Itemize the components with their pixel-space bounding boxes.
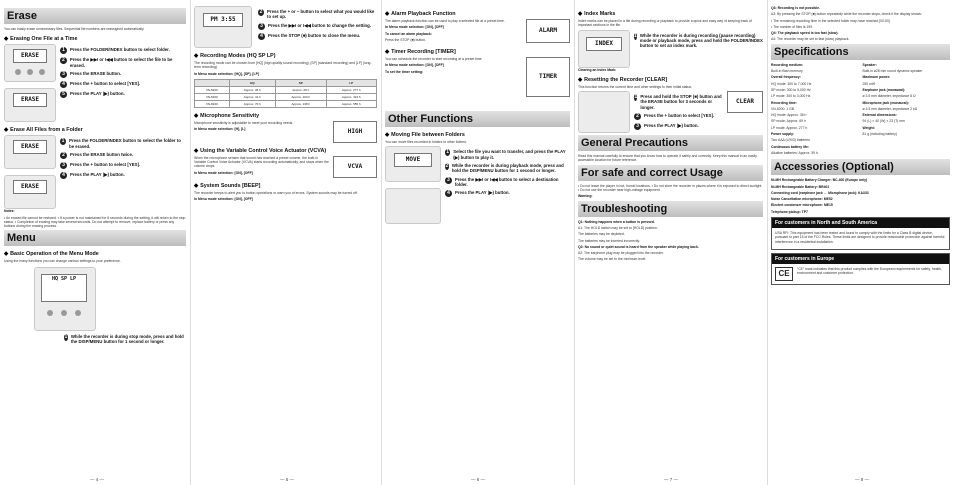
box-title: For customers in North and South America [772, 218, 949, 228]
cancel-text: Press the STOP (■) button. [385, 37, 426, 42]
page-4 [0, 0, 190, 485]
moving-heading: ◆ Moving File between Folders [385, 132, 465, 139]
warning-title: Warning: [578, 194, 593, 199]
clear-index-heading: Clearing an Index Mark: [578, 67, 617, 72]
page-5 [190, 0, 381, 485]
recorder-figure [578, 30, 630, 68]
europe-box [771, 253, 950, 285]
page-number: — 7 — [664, 477, 679, 482]
mic-heading: ◆ Microphone Sensitivity [194, 112, 260, 119]
step-1: 1 Press the FOLDER/INDEX button to select folder. [60, 47, 186, 54]
timer-set: To set the timer setting: [385, 69, 424, 74]
qa-item: A4: The recorder may be set to fast (slow) playback. [771, 37, 850, 42]
alarm-heading: ◆ Alarm Playback Function [385, 11, 456, 17]
rec-modes-heading: ◆ Recording Modes (HQ SP LP) [194, 53, 276, 59]
step-2: 2 Press the + button to select [YES]. [634, 113, 723, 120]
general-precautions-title: General Precautions [578, 135, 763, 151]
beep-menu: In Menu mode selection: [ON], [OFF] [194, 197, 253, 202]
button-icon [39, 69, 45, 75]
lcd-display: CLEAR [727, 91, 763, 113]
lcd-display: INDEX [586, 37, 622, 51]
page-7 [574, 0, 767, 485]
menu-title: Menu [4, 230, 186, 246]
step-list [258, 6, 377, 48]
timer-heading: ◆ Timer Recording [TIMER] [385, 49, 456, 56]
lcd-display: ERASE [13, 140, 47, 154]
qa-item: • The remaining recording time in the selected folder may have reached [00:00]. [771, 18, 891, 23]
page-number: — 4 — [90, 477, 105, 482]
beep-text: The recorder beeps to alert you to button operations or warn you of errors. System sounds may be turned off. [194, 190, 358, 195]
step-1: 1 Press the FOLDER/INDEX button to select the folder to be erased. [61, 138, 181, 149]
north-south-america-box [771, 217, 950, 250]
step-5: 5 Press the PLAY (▶) button. [60, 91, 186, 98]
accessory-item: Connecting cord (earphone jack ↔ Microphone jack): KA333 [771, 190, 869, 195]
recorder-figure [4, 135, 56, 169]
qa-item: Q4: The playback speed is too fast (slow). [771, 31, 839, 36]
reset-heading: ◆ Resetting the Recorder [CLEAR] [578, 76, 668, 83]
figure-column [4, 135, 56, 209]
recording-time-table [194, 79, 377, 108]
recorder-figure [4, 44, 56, 82]
lcd-display: ERASE [13, 93, 47, 107]
safe-usage-title: For safe and correct Usage [578, 165, 763, 181]
page-8 [767, 0, 954, 485]
button-icon [61, 310, 67, 316]
recorder-figure [194, 6, 252, 48]
alarm-intro: The alarm playback function can be used to play a selected file at a preset time. [385, 19, 505, 23]
vcva-heading: ◆ Using the Variable Control Voice Actuator (VCVA) [194, 147, 327, 154]
step-3: 3 Press the PLAY (▶) button. [634, 123, 723, 130]
lcd-display: ERASE [13, 180, 47, 194]
specs-left: Recording medium: Built-in flash memory Overall frequency: HQ mode: 300 to 7,000 Hz SP mode: 300 to 5,000 Hz LP mode: 300 to 3,000 Hz Recording time: VN-5200: 1 GB HQ mode: Approx. 35 h SP mode: Approx. 69 h LP mode: Approx. 277 h Power supply: Two AAA (LR03) batteries Continuous battery life: Alkaline batteries: Approx. 39 h [771, 62, 818, 155]
step-3: 3 Press the ERASE button. [60, 71, 186, 78]
vcva-menu: In Menu mode selection: [ON], [OFF] [194, 170, 253, 175]
rec-modes-intro: The recording mode can be chosen from [HQ] (high quality sound recording), [SP] (standard recording) and [LP] (long-term recording). [194, 61, 372, 70]
accessory-item: Telephone pickup: TP7 [771, 209, 808, 214]
index-heading: ◆ Index Marks [578, 11, 616, 17]
erase-one-heading: ◆ Erasing One File at a Time [4, 36, 78, 43]
box-text: "CE" mark indicates that this product complies with the European requirements for safety, health, environment and customer protection. [797, 266, 943, 276]
trouble-item: Q2: No sound or quiet sound is heard from the speaker while playing back. [578, 244, 699, 249]
step-4: 4 Press the PLAY (▶) button. [445, 190, 570, 197]
step-2: 2 While the recorder is during playback mode, press and hold the DISP/MENU button for 1 second or longer. [445, 163, 564, 174]
ce-mark-icon: CE [775, 267, 793, 281]
accessories-title: Accessories (Optional) [771, 159, 950, 175]
specifications-title: Specifications [771, 44, 950, 60]
lcd-display: MOVE [394, 153, 432, 167]
step-list [445, 146, 570, 224]
trouble-item: A2: The earphone plug may be plugged into the recorder. [578, 251, 664, 256]
notes-text: • An erased file cannot be restored. • If a power is not maintained for 8 seconds during the setting, it will return to the stop status. • Completion of erasing may take several seconds. Do not attempt to remove, replace battery or press any buttons during the erasing process. [4, 215, 186, 229]
figure-column [385, 146, 441, 224]
troubleshooting-title: Troubleshooting [578, 201, 763, 217]
step-4: 4 Press the STOP (■) button to close the menu. [258, 33, 377, 40]
rec-modes-menu: In Menu mode selection: [HQ], [SP], [LP] [194, 71, 259, 76]
recorder-figure [4, 175, 56, 209]
erase-title: Erase [4, 8, 186, 24]
recorder-figure [578, 91, 630, 133]
qa-item: A3: By pressing the STOP (■) button repeatedly while the recorder stops, check if the display shows: [771, 12, 922, 17]
step-1: 1 Select the file you want to transfer, and press the PLAY (▶) button to play it. [446, 149, 566, 160]
erase-intro: You can easily erase unnecessary files. Sequential file numbers are reassigned automatically. [4, 27, 145, 31]
reset-intro: This function returns the current time and other settings to their initial status. [578, 84, 693, 89]
page-number: — 8 — [855, 477, 870, 482]
menu-steps-section [194, 6, 377, 48]
safe-text: • Do not leave the player in hot, humid locations. • Do not store the recorder in places where it is exposed to direct sunlight. • Do not use the recorder near high-voltage equipment. [578, 183, 763, 193]
accessory-item: Noise Cancellation microphone: ME52 [771, 197, 833, 202]
page-number: — 6 — [471, 477, 486, 482]
trouble-item: The batteries may be inserted incorrectly. [578, 238, 640, 243]
recorder-figure [385, 146, 441, 182]
erase-all-section [4, 135, 186, 209]
box-title: For customers in Europe [772, 254, 949, 264]
step-3: 3 Press the ▶▶I or I◀◀ button to select a destination folder. [445, 177, 570, 188]
accessory-item: Ni-MH Rechargeable Battery Charger: BC-400 (Europe only) [771, 178, 868, 183]
page-6 [381, 0, 574, 485]
index-intro: Index marks can be placed in a file during recording or playback to provide a quick and easy way of keeping track of important sections in the file. [578, 19, 752, 28]
qa-item: • The number of files is 199. [771, 24, 814, 29]
vcva-text: When the microphone senses that sound has reached a preset volume, the built-in Variable Control Voice Actuator (VCVA) starts recording automatically, and stops when the volume drops. [194, 155, 329, 169]
moving-intro: You can move files recorded in folders to other folders. [385, 140, 467, 145]
figure-column [4, 44, 56, 122]
mic-intro: Microphone sensitivity is adjustable to meet your recording needs. [194, 120, 294, 125]
lcd-display: HIGH [333, 121, 377, 143]
menu-heading: ◆ Basic Operation of the Menu Mode [4, 251, 99, 258]
menu-intro: Using the many functions you can change various settings to your preference. [4, 259, 121, 264]
specs-columns [771, 63, 950, 157]
figure-column [194, 6, 254, 48]
step-list [60, 44, 186, 122]
general-text: Read this manual carefully to ensure that you know how to operate it safely and correctly. Keep this manual in an easily accessible location for future reference. [578, 154, 757, 163]
recorder-menu-figure [34, 267, 96, 331]
button-icon [47, 310, 53, 316]
lcd-display: ERASE [13, 49, 47, 63]
trouble-item: The batteries may be depleted. [578, 232, 625, 237]
button-icon [75, 310, 81, 316]
accessory-item: Electret condenser microphone: ME15 [771, 203, 833, 208]
trouble-item: Q1: Nothing happens when a button is pressed. [578, 219, 655, 224]
menu-step-1: 1 While the recorder is during stop mode, press and hold the DISP/MENU button for 1 second or longer. [64, 333, 184, 345]
lcd-display: ALARM [526, 19, 570, 43]
erase-one-section [4, 44, 186, 122]
mic-menu: In Menu mode selection: [H], [L] [194, 127, 246, 132]
lcd-display: PM 3:55 [203, 13, 243, 27]
lcd-display: TIMER [526, 57, 570, 97]
recorder-figure [4, 88, 56, 122]
accessory-item: Ni-MH Rechargeable Battery: BR401 [771, 184, 830, 189]
box-text: USA RFI: This equipment has been tested and found to comply with the limits for a Class B digital device, pursuant to part 15 of the FCC Rules. These limits are designed to provide reasonable protection against harmful interference in a residential installation. [775, 231, 945, 244]
beep-heading: ◆ System Sounds [BEEP] [194, 182, 261, 189]
button-icon [27, 69, 33, 75]
table-row: VN-6200 Approx. 41 h Approx. 103 h Approx. 413 h [195, 93, 377, 100]
button-icon [15, 69, 21, 75]
lcd-display: VCVA [333, 156, 377, 178]
cancel-heading: To cancel an alarm playback: [385, 31, 432, 36]
table-row: VN-8100 Approx. 70 h Approx. 138 h Approx. 555 h [195, 100, 377, 107]
step-1: 1 Press and hold the STOP (■) button and the ERASE button for 3 seconds or longer. [634, 94, 722, 110]
step-2: 2 Press the ▶▶I or I◀◀ button to select the file to be erased. [60, 57, 186, 68]
diamond-icon: ◆ [4, 36, 9, 43]
specs-right: Speaker: Built-in ø28 mm round dynamic speaker Maximum power: 250 mW Earphone jack (monaural): ø 3.5 mm diameter, impedance 8 Ω Microphone jack (monaural): ø 3.5 mm diameter, impedance 2 kΩ External dimensions: 94 (L) × 40 (W) × 23 (T) mm Weight: 81 g (including battery) [862, 62, 923, 137]
qa-item: Q3: Recording is not possible. [771, 6, 820, 10]
alarm-menu: In Menu mode selection: [ON], [OFF] [385, 25, 444, 30]
notes-title: Notes: [4, 209, 15, 214]
trouble-item: The volume may be set to the minimum level. [578, 257, 647, 262]
recorder-figure [385, 188, 441, 224]
index-step-1: 1 While the recorder is during recording (pause recording) mode or playback mode, press and hold the FOLDER/INDEX button to set an index mark. [634, 32, 763, 49]
step-list [634, 91, 723, 133]
step-3: 3 Press the + button to select [YES]. [60, 162, 186, 169]
timer-intro: You can schedule the recorder to start recording at a preset time. [385, 57, 483, 62]
timer-menu: In Menu mode selection: [ON], [OFF] [385, 63, 444, 68]
step-2: 2 Press the ERASE button twice. [60, 152, 186, 159]
erase-all-heading: ◆ Erase All Files from a Folder [4, 127, 83, 134]
other-functions-title: Other Functions [385, 111, 570, 127]
trouble-item: A1: The HOLD switch may be set to [HOLD] position. [578, 225, 658, 230]
step-4: 4 Press the PLAY (▶) button. [60, 172, 186, 179]
step-4: 4 Press the + button to select [YES]. [60, 81, 186, 88]
step-3: 3 Press the ▶▶I or I◀◀ button to change the setting. [258, 23, 377, 30]
step-2: 2 Press the + or − button to select what you would like to set up. [259, 9, 375, 20]
table-header-row: HQ SP LP [195, 79, 377, 86]
lcd-display: HQ SP LP [41, 274, 87, 302]
page-number: — 5 — [280, 477, 295, 482]
step-list [60, 135, 186, 209]
table-row: VN-5200 Approx. 35 h Approx. 69 h Approx. 277 h [195, 86, 377, 93]
